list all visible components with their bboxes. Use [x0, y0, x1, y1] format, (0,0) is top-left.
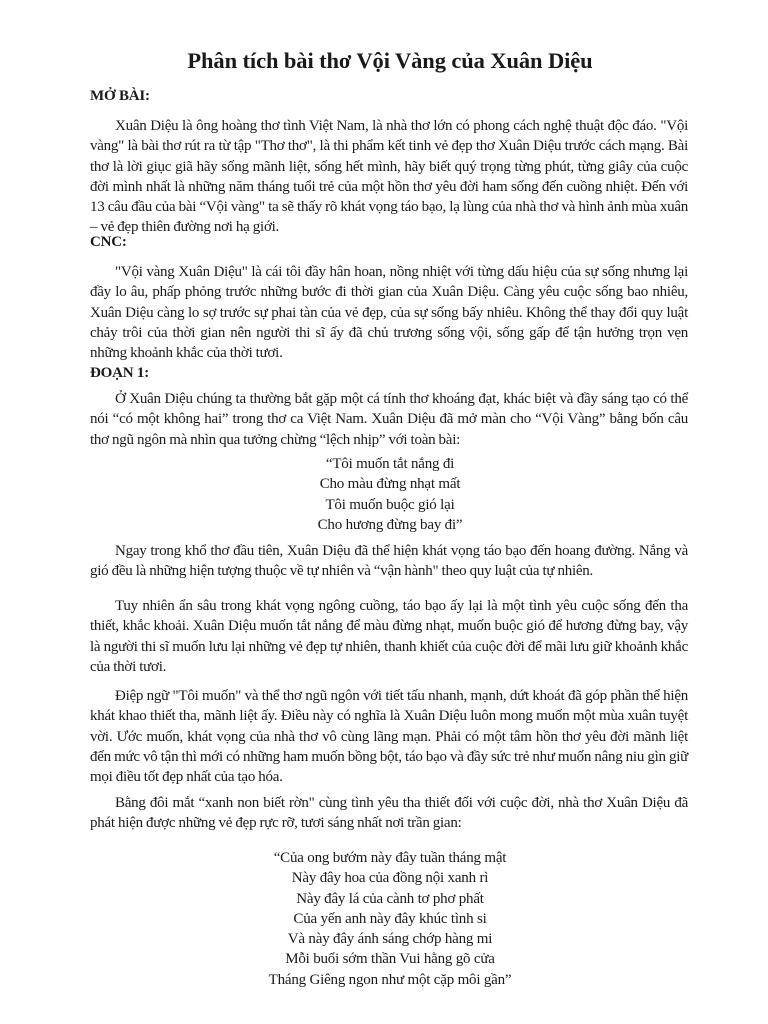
- poem-line: Tháng Giêng ngon như một cặp môi gần”: [268, 971, 512, 988]
- poem-line: Của yến anh này đây khúc tình si: [293, 910, 487, 927]
- poem-line: Cho hương đừng bay đi”: [317, 516, 463, 533]
- section-heading-doan-1: ĐOẠN 1:: [90, 365, 150, 381]
- paragraph-doan-1-analysis-3: Điệp ngữ "Tôi muốn" và thể thơ ngũ ngôn với tiết tấu nhanh, mạnh, dứt khoát đã góp phần thể hiện khát khao thiết tha, mãnh liệt ấy. Điều này có nghĩa là Xuân Diệu luôn mong muốn một mùa xuân tuyệt vời. Ước muốn, khát vọng của nhà thơ vô cùng lãng mạn. Phải có một tâm hồn thơ yêu đời mãnh liệt đến mức vô tận thì mới có những ham muốn bồng bột, táo bạo và đầy sức trẻ như muốn nâng niu gìn giữ mọi điều tốt đẹp nhất của tạo hóa.: [90, 688, 688, 786]
- paragraph-cnc: "Vội vàng Xuân Diệu" là cái tôi đầy hân hoan, nồng nhiệt với từng dấu hiệu của sự sống nhưng lại đầy lo âu, phấp phỏng trước những bước đi thời gian của Xuân Diệu. Càng yêu cuộc sống bao nhiêu, Xuân Diệu càng lo sợ trước sự phai tàn của vẻ đẹp, của sự sống bấy nhiêu. Không thể thay đổi quy luật chảy trôi của thời gian nên người thi sĩ ấy đã chủ trương sống vội, sống gấp để tận hưởng trọn vẹn những khoảnh khắc của thời tươi.: [90, 264, 688, 362]
- poem-line: Mỗi buổi sớm thần Vui hằng gõ cửa: [285, 951, 495, 968]
- poem-line: Cho màu đừng nhạt mất: [319, 476, 461, 493]
- paragraph-doan-1-intro: Ở Xuân Diệu chúng ta thường bắt gặp một cá tính thơ khoáng đạt, khác biệt và đầy sáng tạo có thể nói “có một không hai” trong thơ ca Việt Nam. Xuân Diệu đã mở màn cho “Vội Vàng” bằng bốn câu thơ ngũ ngôn mà nhìn qua tưởng chừng “lệch nhịp” với toàn bài:: [90, 391, 688, 448]
- paragraph-mo-bai: Xuân Diệu là ông hoàng thơ tình Việt Nam, là nhà thơ lớn có phong cách nghệ thuật độc đáo. "Vội vàng" là bài thơ rút ra từ tập "Thơ thơ", là thi phẩm kết tinh vẻ đẹp thơ Xuân Diệu trước cách mạng. Bài thơ là lời giục giã hãy sống mãnh liệt, sống hết mình, hãy biết quý trọng từng phút, từng giây của cuộc đời mình nhất là những năm tháng tuổi trẻ của một hồn thơ yêu đời ham sống đến cuồng nhiệt. Đến với 13 câu đầu của bài “Vội vàng" ta sẽ thấy rõ khát vọng táo bạo, lạ lùng của nhà thơ và hình ảnh mùa xuân – vẻ đẹp thiên đường nơi hạ giới.: [90, 118, 688, 236]
- poem-line: Và này đây ánh sáng chớp hàng mi: [287, 931, 493, 948]
- paragraph-doan-1-analysis-4: Bằng đôi mắt “xanh non biết rờn" cùng tình yêu tha thiết đối với cuộc đời, nhà thơ Xuân Diệu đã phát hiện được những vẻ đẹp rực rỡ, tươi sáng nhất nơi trần gian:: [90, 795, 688, 832]
- poem-line: Tôi muốn buộc gió lại: [325, 496, 455, 513]
- section-heading-mo-bai: MỞ BÀI:: [90, 88, 150, 104]
- poem-line: “Của ong bướm này đây tuần tháng mật: [273, 850, 507, 866]
- document-title: Phân tích bài thơ Vội Vàng của Xuân Diệu: [187, 48, 593, 73]
- paragraph-doan-1-analysis-2: Tuy nhiên ẩn sâu trong khát vọng ngông cuồng, táo bạo ấy lại là một tình yêu cuộc sống đến tha thiết, khắc khoải. Xuân Diệu muốn tắt nắng để màu đừng nhạt, muốn buộc gió để hương đừng bay, vậy là người thi sĩ muốn lưu lại những vẻ đẹp tự nhiên, thanh khiết của cuộc đời để mãi lưu giữ khoảnh khắc của thời tươi.: [90, 598, 688, 675]
- poem-line: “Tôi muốn tắt nắng đi: [325, 456, 455, 472]
- poem-stanza-2: [90, 848, 690, 990]
- section-heading-cnc: CNC:: [90, 234, 127, 250]
- paragraph-doan-1-analysis-1: Ngay trong khổ thơ đầu tiên, Xuân Diệu đã thể hiện khát vọng táo bạo đến hoang đường. Nắng và gió đều là những hiện tượng thuộc về tự nhiên và “vận hành" theo quy luật của tự nhiên.: [90, 543, 688, 580]
- poem-line: Này đây hoa của đồng nội xanh rì: [291, 870, 489, 887]
- poem-line: Này đây lá của cành tơ phơ phất: [296, 890, 484, 907]
- poem-stanza-1: [90, 454, 690, 535]
